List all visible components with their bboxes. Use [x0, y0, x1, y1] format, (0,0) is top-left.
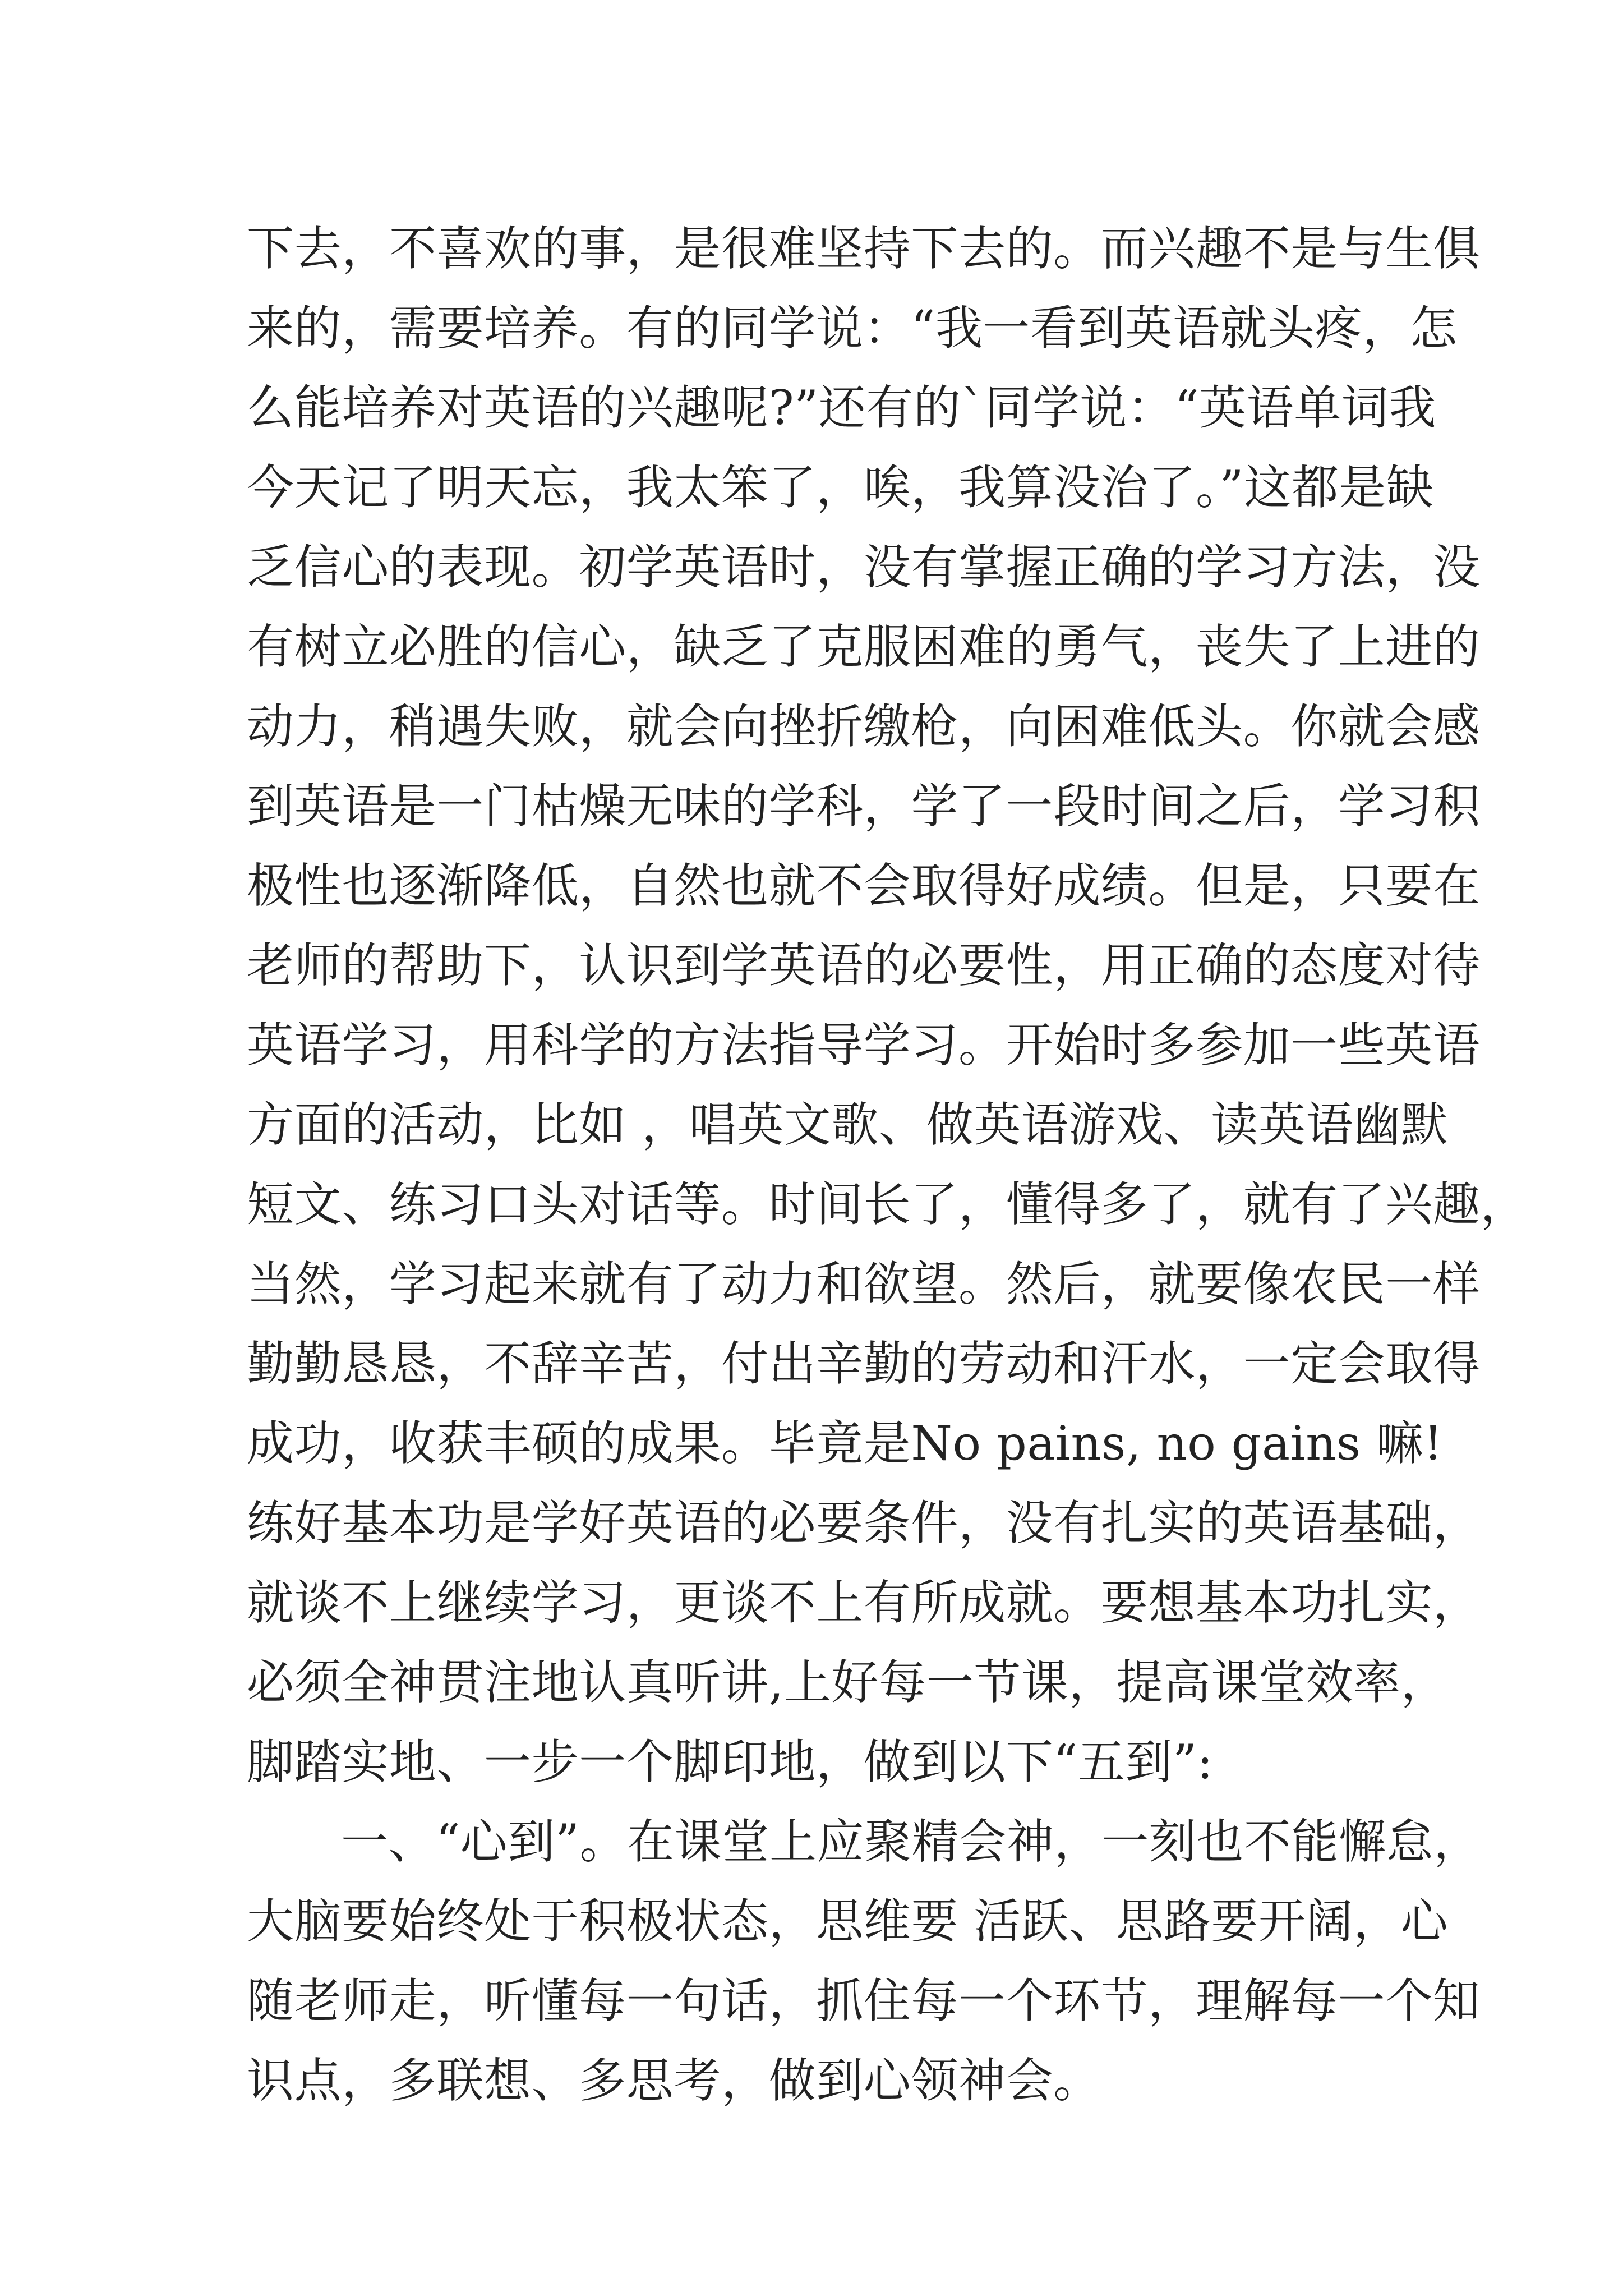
body-text — [247, 209, 1528, 2120]
text-line: 当然，学习起来就有了动力和欲望。然后，就要像农民一样 — [247, 1257, 1481, 1312]
text-line: 到英语是一门枯燥无味的学科，学了一段时间之后，学习积 — [247, 779, 1481, 834]
text-line: 识点，多联想、多思考，做到心领神会。 — [247, 2053, 1101, 2108]
text-line: 短文、练习口头对话等。时间长了，懂得多了，就有了兴趣， — [247, 1177, 1528, 1232]
text-line: 必须全神贯注地认真听讲,上好每一节课，提高课堂效率， — [247, 1655, 1449, 1710]
paragraph-start-line: 一、“心到”。在课堂上应聚精会神，一刻也不能懈怠， — [341, 1814, 1481, 1869]
text-line: 老师的帮助下，认识到学英语的必要性，用正确的态度对待 — [247, 938, 1481, 993]
text-line: 脚踏实地、一步一个脚印地，做到以下“五到”: — [247, 1734, 1214, 1789]
text-line: 有树立必胜的信心，缺乏了克服困难的勇气，丧失了上进的 — [247, 619, 1481, 674]
text-line: 大脑要始终处于积极状态，思维要 活跃、思路要开阔，心 — [247, 1894, 1449, 1949]
text-line: 下去，不喜欢的事，是很难坚持下去的。而兴趣不是与生俱 — [247, 221, 1481, 276]
text-line: 方面的活动，比如 ，唱英文歌、做英语游戏、读英语幽默 — [247, 1097, 1449, 1152]
text-line: 成功，收获丰硕的成果。毕竟是No pains, no gains 嘛! — [247, 1416, 1443, 1471]
text-line: 极性也逐渐降低，自然也就不会取得好成绩。但是，只要在 — [247, 858, 1481, 913]
text-line: 练好基本功是学好英语的必要条件，没有扎实的英语基础， — [247, 1496, 1481, 1550]
text-line: 么能培养对英语的兴趣呢?”还有的`同学说：“英语单词我 — [247, 380, 1437, 435]
text-line: 随老师走，听懂每一句话，抓住每一个环节，理解每一个知 — [247, 1973, 1481, 2028]
text-line: 就谈不上继续学习，更谈不上有所成就。要想基本功扎实， — [247, 1575, 1481, 1630]
text-line: 勤勤恳恳，不辞辛苦，付出辛勤的劳动和汗水，一定会取得 — [247, 1336, 1481, 1391]
text-line: 来的，需要培养。有的同学说：“我一看到英语就头疼，怎 — [247, 301, 1458, 356]
text-line: 今天记了明天忘，我太笨了，唉，我算没治了。”这都是缺 — [247, 460, 1434, 515]
text-line: 英语学习，用科学的方法指导学习。开始时多参加一些英语 — [247, 1018, 1481, 1073]
text-line: 乏信心的表现。初学英语时，没有掌握正确的学习方法，没 — [247, 540, 1481, 595]
text-line: 动力，稍遇失败，就会向挫折缴枪，向困难低头。你就会感 — [247, 699, 1481, 754]
